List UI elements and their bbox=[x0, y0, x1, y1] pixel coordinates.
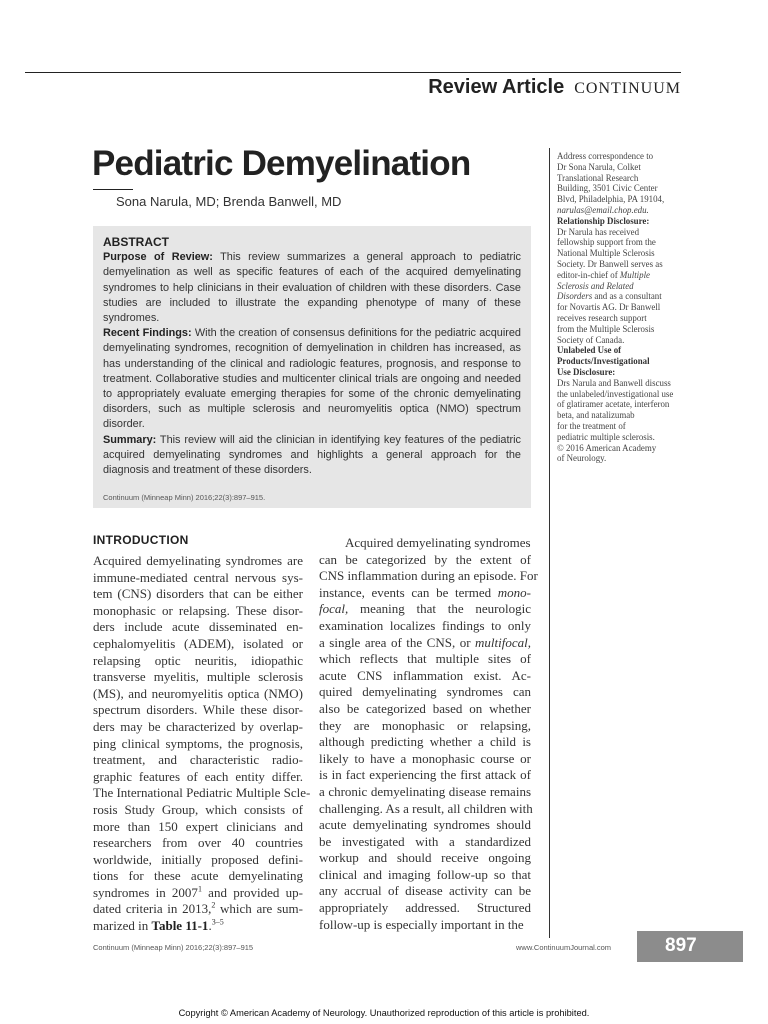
abstract-summary bbox=[103, 433, 521, 479]
unlabeled-use-label: Unlabeled Use of bbox=[557, 345, 622, 356]
journal-url-link[interactable]: www.ContinuumJournal.com bbox=[516, 943, 612, 952]
unlabeled-line: for the treatment of bbox=[557, 420, 626, 431]
body-line: can be categorized by the extent of bbox=[319, 551, 531, 567]
body-line: quired demyelinating syndromes can bbox=[319, 684, 531, 700]
body-column-right bbox=[319, 535, 538, 933]
abstract-summary-text: This review will aid the clinician in identifying key features of the pediatric acquired demyelinating syndromes and highlights a general approach for the diagnosis and treatment of these disorders. bbox=[103, 433, 521, 477]
body-line: transverse myelitis, multiple sclerosis bbox=[93, 669, 303, 685]
body-line: they are monophasic or relapsing, bbox=[319, 717, 531, 733]
body-line: monophasic or relapsing. These disor- bbox=[93, 602, 303, 618]
body-line: worldwide, initially proposed defini- bbox=[93, 851, 303, 867]
body-line: ders include acute disseminated en- bbox=[93, 619, 303, 635]
abstract-citation: Continuum (Minneap Minn) 2016;22(3):897–915. bbox=[103, 493, 266, 502]
body-line: (MS), and neuromyelitis optica (NMO) bbox=[93, 685, 303, 701]
body-line: more than 150 expert clinicians and bbox=[93, 818, 303, 834]
body-line: also be categorized based on whether bbox=[319, 700, 531, 716]
unlabeled-line: Drs Narula and Banwell discuss bbox=[557, 377, 671, 388]
abstract-purpose-label: Purpose of Review: bbox=[103, 251, 213, 264]
body-line: dated criteria in 2013,$^2$ which are sum- bbox=[93, 901, 303, 917]
address-line: Blvd, Philadelphia, PA 19104, bbox=[557, 194, 665, 205]
body-line: tions for these acute demyelinating bbox=[93, 868, 303, 884]
sidebar-notes bbox=[557, 151, 681, 464]
body-line: workup and should receive ongoing bbox=[319, 850, 531, 866]
abstract-heading: ABSTRACT bbox=[103, 235, 169, 249]
abstract-findings bbox=[103, 326, 521, 432]
journal-logo: CONTINUUM bbox=[574, 80, 681, 97]
sidebar-copyright: © 2016 American Academy bbox=[557, 442, 657, 453]
body-line: instance, events can be termed mono- bbox=[319, 584, 531, 600]
header-rule bbox=[25, 72, 681, 73]
sidebar-copyright: of Neurology. bbox=[557, 453, 607, 464]
body-line: immune-mediated central nervous sys- bbox=[93, 569, 303, 585]
disclosure-line: Society of Canada. bbox=[557, 334, 625, 345]
disclosure-line: from the Multiple Sclerosis bbox=[557, 323, 655, 334]
unlabeled-use-label: Use Disclosure: bbox=[557, 366, 616, 377]
disclosure-line: Disorders and as a consultant bbox=[557, 291, 662, 302]
body-line: graphic features of each entity differ. bbox=[93, 768, 303, 784]
page-number: 897 bbox=[637, 931, 743, 962]
address-line: Dr Sona Narula, Colket bbox=[557, 161, 641, 172]
disclosure-line: Dr Narula has received bbox=[557, 226, 640, 237]
body-line: which reflects that multiple sites of bbox=[319, 651, 531, 667]
disclosure-line: fellowship support from the bbox=[557, 237, 656, 248]
introduction-heading: INTRODUCTION bbox=[93, 533, 189, 547]
body-line: rosis Study Group, which consists of bbox=[93, 801, 303, 817]
address-line: Building, 3501 Civic Center bbox=[557, 183, 658, 194]
body-line: is in fact experiencing the first attack of bbox=[319, 767, 531, 783]
abstract-findings-label: Recent Findings: bbox=[103, 327, 192, 340]
body-line: follow-up is especially important in the bbox=[319, 916, 524, 932]
body-line: acute CNS inflammation exist. Ac- bbox=[319, 667, 531, 683]
citation-ref[interactable]: 2 bbox=[211, 901, 216, 911]
sidebar-divider bbox=[549, 148, 550, 938]
disclosure-line: Society. Dr Banwell serves as bbox=[557, 258, 663, 269]
abstract-findings-text: With the creation of consensus definitions for the pediatric acquired demyelinating syndromes, recognition of demyelination in children has increased, as has understanding of the clinical and radiologic features, prognosis, and response to treatment. Collaborative studies and multicenter clinical trials are ongoing and needed to appropriately evaluate emerging therapies for some of the chronic demyelinating disorders, such as multiple sclerosis and neuromyelitis optica (NMO) spectrum disorder. bbox=[103, 327, 521, 431]
unlabeled-line: the unlabeled/investigational use bbox=[557, 388, 674, 399]
body-line: cephalomyelitis (ADEM), isolated or bbox=[93, 635, 303, 651]
body-column-left bbox=[93, 553, 311, 935]
table-reference[interactable]: Table 11-1 bbox=[151, 918, 209, 934]
body-line: ping clinical symptoms, the prognosis, bbox=[93, 735, 303, 751]
body-line: clinical and imaging follow-up so that bbox=[319, 866, 531, 882]
body-line: researchers from over 40 countries bbox=[93, 835, 303, 851]
body-line: focal, meaning that the neurologic bbox=[319, 601, 531, 617]
unlabeled-line: pediatric multiple sclerosis. bbox=[557, 431, 655, 442]
body-line: Acquired demyelinating syndromes are bbox=[93, 553, 303, 568]
body-line: although predicting whether a child is bbox=[319, 734, 531, 750]
body-line: acute demyelinating syndromes should bbox=[319, 817, 531, 833]
body-line: challenging. As a result, all children with bbox=[319, 800, 533, 816]
body-line: spectrum disorders. While these disor- bbox=[93, 702, 303, 718]
abstract-purpose bbox=[103, 250, 521, 326]
body-line: tem (CNS) disorders that can be either bbox=[93, 586, 303, 602]
body-line: likely to have a monophasic course or bbox=[319, 750, 531, 766]
body-line: CNS inflammation during an episode. For bbox=[319, 568, 538, 584]
unlabeled-line: of glatiramer acetate, interferon bbox=[557, 399, 670, 410]
relationship-disclosure-label: Relationship Disclosure: bbox=[557, 215, 650, 226]
running-header bbox=[428, 76, 681, 99]
address-line: Address correspondence to bbox=[557, 151, 654, 161]
body-line: relapsing optic neuritis, idiopathic bbox=[93, 652, 303, 668]
citation-ref[interactable]: 3–5 bbox=[211, 917, 224, 927]
body-line: a chronic demyelinating disease remains bbox=[319, 783, 531, 799]
body-line: The International Pediatric Multiple Scle- bbox=[93, 785, 311, 801]
disclosure-line: Sclerosis and Related bbox=[557, 280, 634, 291]
article-type-label: Review Article bbox=[428, 76, 565, 98]
disclosure-line: National Multiple Sclerosis bbox=[557, 248, 655, 259]
body-line: a single area of the CNS, or multifocal, bbox=[319, 634, 531, 650]
body-line: be investigated with a standardized bbox=[319, 833, 531, 849]
body-line: treatment, and characteristic radio- bbox=[93, 752, 303, 768]
body-line: examination localizes findings to only bbox=[319, 617, 531, 633]
body-line: Acquired demyelinating syndromes bbox=[345, 535, 531, 550]
citation-ref[interactable]: 1 bbox=[197, 884, 202, 894]
body-line: any accrual of disease activity can be bbox=[319, 883, 531, 899]
abstract-box bbox=[93, 226, 531, 508]
disclosure-line: for Novartis AG. Dr Banwell bbox=[557, 302, 661, 313]
article-authors: Sona Narula, MD; Brenda Banwell, MD bbox=[116, 194, 342, 209]
disclosure-line: editor-in-chief of Multiple bbox=[557, 269, 650, 280]
disclosure-line: receives research support bbox=[557, 312, 647, 323]
body-line: ders may be characterized by overlap- bbox=[93, 718, 303, 734]
body-line: appropriately addressed. Structured bbox=[319, 900, 531, 916]
title-rule bbox=[93, 189, 133, 190]
abstract-purpose-text: This review summarizes a general approach to pediatric demyelination as well as specific features of each of the acquired demyelinating syndromes to help clinicians in their evaluation of children with these disorders. Case studies are included to illustrate the expanding phenotype of many of these syndromes. bbox=[103, 251, 521, 325]
body-line: syndromes in 2007$^1$ and provided up- bbox=[93, 884, 303, 900]
article-title: Pediatric Demyelination bbox=[92, 144, 471, 183]
address-line: Translational Research bbox=[557, 172, 639, 183]
copyright-notice: Copyright © American Academy of Neurology. Unauthorized reproduction of this article is prohibited. bbox=[178, 1008, 590, 1018]
abstract-summary-label: Summary: bbox=[103, 433, 157, 446]
footer-citation: Continuum (Minneap Minn) 2016;22(3):897–915 bbox=[93, 943, 254, 952]
unlabeled-use-label: Products/Investigational bbox=[557, 356, 650, 367]
body-line: marized in Table 11-1.$^{3-5}$ bbox=[93, 917, 224, 934]
correspondence-email[interactable]: narulas@email.chop.edu. bbox=[557, 204, 649, 215]
unlabeled-line: beta, and natalizumab bbox=[557, 410, 635, 421]
